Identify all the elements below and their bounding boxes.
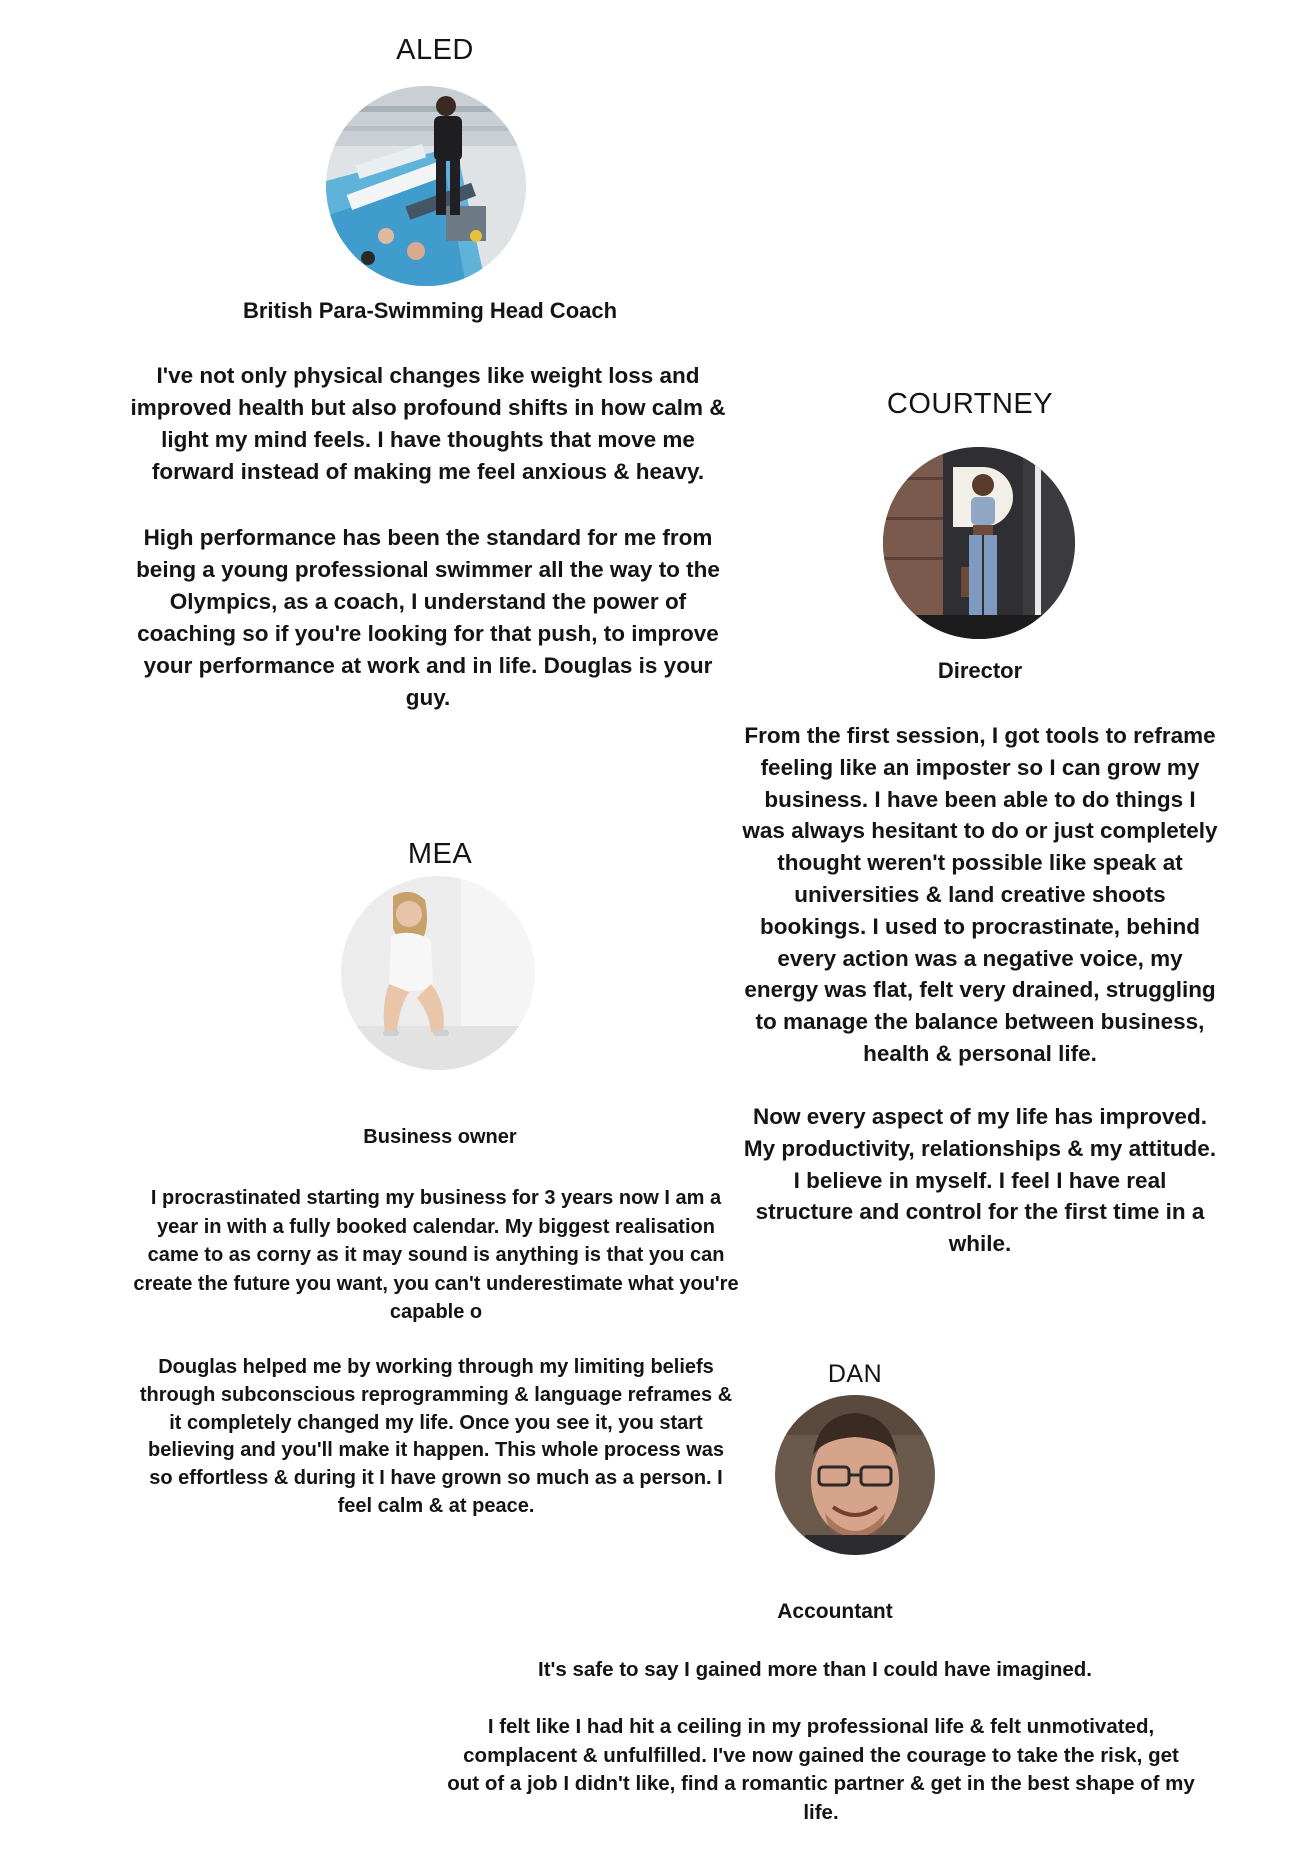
testimonial-name-courtney: COURTNEY [886, 388, 1054, 420]
testimonial-name-dan: DAN [827, 1360, 883, 1388]
testimonial-quote-aled-2: High performance has been the standard for me from being a young professional swimmer all the way to the Olympics, as a coach, I understand the power of coaching so if you're looking for that push, to improve your performance at work and in life. Douglas is your guy. [136, 525, 720, 710]
testimonial-role-dan: Accountant [777, 1600, 893, 1623]
swimming-coach-photo-icon [326, 86, 526, 286]
avatar-aled [326, 86, 526, 286]
testimonial-role-mea: Business owner [363, 1126, 517, 1148]
testimonial-name-mea: MEA [407, 838, 473, 870]
testimonial-quote-aled-1: I've not only physical changes like weight loss and improved health but also profound shifts in how calm & light my mind feels. I have thoughts that move me forward instead of making me feel anxious & heavy. [130, 363, 726, 484]
man-smiling-photo-icon [775, 1395, 935, 1555]
testimonial-quote-dan-1: It's safe to say I gained more than I could have imagined. [538, 1658, 1092, 1681]
woman-crouching-photo-icon [341, 876, 535, 1070]
testimonial-quote-dan-2: I felt like I had hit a ceiling in my professional life & felt unmotivated, complacent & unfulfilled. I've now gained the courage to take the risk, get out of a job I didn't like, find a romantic partner & get in the best shape of my life. [447, 1715, 1195, 1824]
testimonial-role-aled: British Para-Swimming Head Coach [242, 298, 618, 323]
testimonial-role-courtney: Director [937, 658, 1023, 683]
testimonial-name-aled: ALED [396, 34, 474, 66]
testimonial-quote-mea-2: Douglas helped me by working through my limiting beliefs through subconscious reprogramming & language reframes & it completely changed my life. Once you see it, you start believing and you'll make it happen. This whole process was so effortless & during it I have grown so much as a person. I feel calm & at peace. [139, 1356, 733, 1517]
testimonial-quote-mea-1: I procrastinated starting my business for 3 years now I am a year in with a fully booked calendar. My biggest realisation came to as corny as it may sound is anything is that you can create the future you want, you can't underestimate what you're capable o [133, 1187, 739, 1323]
testimonial-quote-courtney-1: From the first session, I got tools to reframe feeling like an imposter so I can grow my business. I have been able to do things I was always hesitant to do or just completely thought weren't possible like speak at universities & land creative shoots bookings. I used to procrastinate, behind every action was a negative voice, my energy was flat, felt very drained, struggling to manage the balance between business, health & personal life. [742, 723, 1218, 1066]
testimonial-quote-courtney-2: Now every aspect of my life has improved. My productivity, relationships & my attitude. I believe in myself. I feel I have real structure and control for the first time in a while. [743, 1104, 1217, 1257]
avatar-dan [775, 1395, 935, 1555]
woman-standing-photo-icon [883, 447, 1075, 639]
avatar-mea [341, 876, 535, 1070]
avatar-courtney [883, 447, 1075, 639]
